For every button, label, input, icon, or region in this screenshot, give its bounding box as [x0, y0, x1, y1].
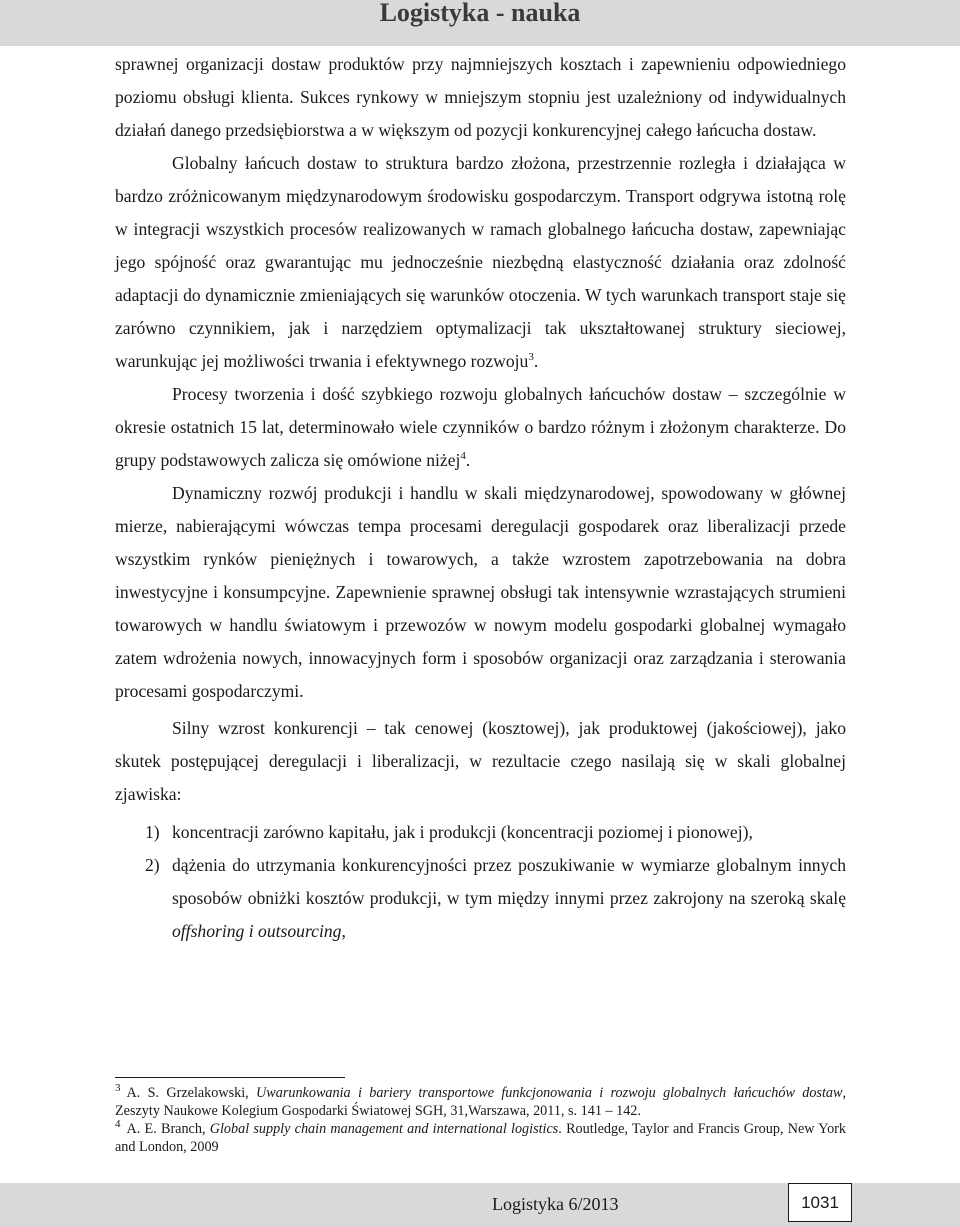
list-item — [115, 849, 846, 948]
numbered-list — [115, 816, 846, 948]
paragraph-3-end: . — [465, 450, 471, 470]
list-item-text: koncentracji zarówno kapitału, jak i produkcji (koncentracji poziomej i pionowej), — [172, 822, 753, 842]
paragraph-3 — [115, 378, 846, 477]
footnote-3 — [115, 1084, 846, 1120]
article-body — [115, 48, 846, 948]
page-header-title: Logistyka - nauka — [379, 0, 581, 27]
footnote-ref-3[interactable]: 3 — [528, 351, 534, 364]
paragraph-2 — [115, 147, 846, 378]
footnote-ref-4[interactable]: 4 — [460, 450, 466, 463]
list-item-italic: offshoring i outsourcing — [172, 921, 342, 941]
footnote-4 — [115, 1120, 846, 1156]
journal-issue: Logistyka 6/2013 — [492, 1194, 619, 1214]
paragraph-2-end: . — [533, 351, 539, 371]
footnote-text: , Zeszyty Naukowe Kolegium Gospodarki Światowej SGH, 31,Warszawa, 2011, s. 141 – 142. — [115, 1085, 846, 1119]
footnote-separator — [115, 1077, 345, 1078]
list-item — [115, 816, 846, 849]
paragraph-3-text: Procesy tworzenia i dość szybkiego rozwoju globalnych łańcuchów dostaw – szczególnie w okresie ostatnich 15 lat, determinowało wiele czynników o bardzo różnym i złożonym charakterze. Do grupy podstawowych zalicza się omówione niżej — [115, 384, 846, 470]
list-item-number: 1) — [145, 822, 160, 842]
footnote-title: Global supply chain management and international logistics — [209, 1121, 559, 1137]
footnote-text: A. S. Grzelakowski, — [126, 1085, 257, 1101]
list-item-end: , — [341, 921, 346, 941]
footnotes — [115, 1084, 846, 1156]
paragraph-1: sprawnej organizacji dostaw produktów przy najmniejszych kosztach i zapewnieniu odpowiedniego poziomu obsługi klienta. Sukces rynkowy w mniejszym stopniu jest uzależniony od indywidualnych działań danego przedsiębiorstwa a w większym od pozycji konkurencyjnej całego łańcucha dostaw. — [115, 54, 846, 140]
footnote-text: . Routledge, Taylor and Francis Group, New York and London, 2009 — [115, 1121, 846, 1155]
footnote-text: A. E. Branch, — [126, 1121, 210, 1137]
footnote-mark: 4 — [115, 1118, 121, 1131]
list-item-text: dążenia do utrzymania konkurencyjności przez poszukiwanie w wymiarze globalnym innych sposobów obniżki kosztów produkcji, w tym między innymi przez zakrojony na szeroką skalę — [172, 855, 846, 908]
list-item-number: 2) — [145, 855, 160, 875]
page-number: 1031 — [788, 1183, 852, 1222]
footnote-title: Uwarunkowania i bariery transportowe funkcjonowania i rozwoju globalnych łańcuchów dostaw — [256, 1085, 843, 1101]
paragraph-4: Dynamiczny rozwój produkcji i handlu w skali międzynarodowej, spowodowany w głównej mierze, nabierającymi wówczas tempa procesami deregulacji gospodarek oraz liberalizacji przede wszystkim rynków pieniężnych i towarowych, a także wzrostem zapotrzebowania na dobra inwestycyjne i konsumpcyjne. Zapewnienie sprawnej obsługi tak intensywnie wzrastających strumieni towarowych w handlu światowym i przewozów w nowym modelu gospodarki globalnej wymagało zatem wdrożenia nowych, innowacyjnych form i sposobów organizacji oraz zarządzania i sterowania procesami gospodarczymi. — [115, 483, 846, 701]
paragraph-2-text: Globalny łańcuch dostaw to struktura bardzo złożona, przestrzennie rozległa i działająca w bardzo zróżnicowanym międzynarodowym środowisku gospodarczym. Transport odgrywa istotną rolę w integracji wszystkich procesów realizowanych w ramach globalnego łańcucha dostaw, zapewniając jego spójność oraz gwarantując mu jednocześnie niezbędną elastyczność działania oraz zdolność adaptacji do dynamicznie zmieniających się warunków otoczenia. W tych warunkach transport staje się zarówno czynnikiem, jak i narzędziem optymalizacji tak ukształtowanej struktury sieciowej, warunkując jej możliwości trwania i efektywnego rozwoju — [115, 153, 846, 371]
footnote-mark: 3 — [115, 1082, 121, 1095]
paragraph-5: Silny wzrost konkurencji – tak cenowej (kosztowej), jak produktowej (jakościowej), jako skutek postępującej deregulacji i liberalizacji, w rezultacie czego nasilają się w skali globalnej zjawiska: — [115, 718, 846, 804]
